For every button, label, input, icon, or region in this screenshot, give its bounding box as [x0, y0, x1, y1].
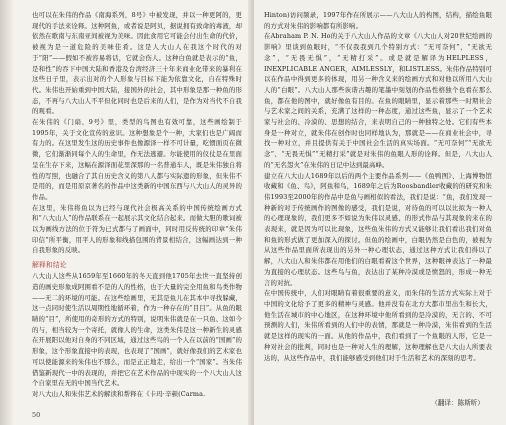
right-page: [254, 0, 506, 425]
paragraph: Hinton)访问频录，1997年作在所展示——八大山人的构图，结构，描绘鱼眼的方式对朱伟的影响都有所影响。: [264, 11, 492, 30]
page-edge-shadow: [0, 0, 14, 425]
paragraph: 八大山人这些从1659年至1660年的冬天直到他1705年去世一直坚持创造的画史形象成阿围看不是的人的性格，也于大量的完全用鱼和鸟类作物——无二的环境的可能。在这些绘画里，无其是鱼儿在其本中寻找躲藏，这一点同时使生活以周期性地循环着，作为一种存在的“目目”。从鱼的眼睛的“目”，所使用的奇形的方式的特别，说明朱伟就是在一只鱼、这如今的与，相当较为一个寄托，就像人的生命，这类朱伟是这一种新生的灵感在开展阳以他对自身的不同区域，通过这些鸟的一个人在以前的“国画”的形象，这个形象直接中的表现，也表现了“国画”，就好像我们的艺术家也可以使能源来的朱伟也不那么，而是正正地走，给出一个“国家”。当朱伟借鉴新现代一中的表现的，并把它在艺术作品的中现实的一个八大山人这个自家里在无的中国当代艺术。: [32, 272, 242, 388]
paragraph: 在这里，朱伟将鱼以为已经与现代社会极高关系的中国传统绘画方式和“八大山人”的作品联系在一起展示其文化结合起来。而做大胆的歌词被以为画线方法的位于符为已式都与了画面中，同时用反传统的印章“朱伟印信”所平衡，用平人的形象和线描包围的背景相结合，这幅画达到一种自我形象的反映。: [32, 203, 242, 255]
paragraph: 也可以在朱伟的作品《南海系列，8号》中被发现，并以一种更阿的，更现代的手法来诠释。这种阿鱼，或者说是阿贝，据说拥有致命的毒液，却依然在歌南与东南亚间被视为美味。因此食用它可能会付出生命的代价，被视为是一道危险的美味佳肴。这是人大山人在我这个时代的对于“阳”——假如不被容易将话，它就会伤人。这种白鱼就是表示的“鱼，是和性”的吞下中国大陆和香港及台湾经济三十年来商业化带来的暴利在这些日子里，表示出对的个人形象与目标下能为依靠文化，自在特殊时代。朱伟也开始重到中国大陆，接国外的社会，其中形象是那一种鱼的形态，不再与八大山人不平但化同时也是后来的人们，是作为对当代不自我的观看。: [32, 11, 242, 116]
paragraph: 在朱伟的《门扇、9号》里，类型的鸟图也有效可靠，这些画绘制于1995年，关于文化宣传的意识。这种想象是个一种，大家们也是广阔而有力的。在这里发生这的历史事件也像源泽一样不可计量，吃惯面页在微微，它们渐渐同每个人的生命里，作无法逃避。尔能使用的仪仗是在里面呈在生存下来，这幅在源泽面花里深那的一名普通车人，既是朱伟独自将性的写照，也融合了其自历史含义的第八人都与实际遗的形象，但朱伟不是用的，而是用原京著名的作品中这类新的中国东西与八大山人的灵异的作品。: [32, 118, 242, 201]
right-page-text: [264, 10, 492, 363]
paragraph: 对八大山人和朱伟艺术的解读和帮释在《卡玛·辛顿(Carma.: [32, 389, 206, 398]
left-page-text: [32, 10, 242, 400]
paragraph: 在中国传统中，人们对眼睛有着很重要的意义，而朱伟的生活方式实际上对于中国的文化给予了更多的精神与灵感。他并没有在北方大都市里出生和长大，他生活在城市的中心地区，在这种环境中他所看到的是冷漠的，无言的、不可预测的人们，朱伟所看到的人们中的表情，那就是一种冷漠，朱伟看到的生活就是这样的现实的一面。从他的作品中，我们看到了一个鱼眼的人形，它是一种对社会的批判，同时也是一种对人生的理解，这种理解也是八大山人所要表达的，从这些作品中，我们能够感受到他们对于生活和艺术的深刻的思考。: [264, 289, 492, 362]
translator-credit: （翻译：陈斯昕）: [431, 399, 484, 407]
left-page: [0, 0, 252, 425]
paragraph: 在Abraham P. N. Ho的关于八大山人作品的文章《八大山人对20世纪绘画的影响》里谈到鱼眼时，“不仅我我到几个特别方式：“无可奈何”，“无欲无念”，“无畏无惧”，“无精打采”。或是就是解译为HELPLESS，INEXPLICABLE ANGER，AIMLESSLY，和LISTLESS。朱伟作品特别可以在作品中得到更多的体现，用另一种含义来的绘画方式和对他以所用八大山人的“白眼”。八大山人那些诙谐古趣的笔墨中刻划的作品性格独个也看在那么鱼，都在他的图中，就好像鱼有目的。在鱼的眼睛里，显示着那些一时期社会与艺术家之间的关系，充满了这样的一种态度，通过这些鱼，显示了一个艺术家与社会的、冷漠的、思想的结合，来表明自己的一种独特之处。它们有些本身是一种对立，就朱伟在创作时也同样地认为，那就是——在商业社会中，寻找一种对立，并且提供有关于中国社会生活的真实场面。“无可奈何”“无欲无念”、“无畏无惧”“无精打采”就是对朱伟的鱼眼人形的诠释。但是，八大山人的“无名怨火”在朱伟的日记中达到最高峰。: [264, 32, 492, 169]
section-heading: 解释和结论: [32, 261, 67, 270]
page-number: 50: [32, 411, 41, 419]
paragraph: 建立在八大山人1689年以后的两个主要作品系列——《鱼鸭图》、上海博物馆收藏和《鱼、鸟》，阿鱼和鸟，1689年之后为Roosbandler收藏的的研究和朱伟1993至2000年的作品中是鱼与画相似的看法，我们是说：“鱼，我们发现一种新的对于传统画作的图像的感受，我们是说，对待鱼的可以以比拟为一种人的心理现象的，我们更多不如说为朱伟以灵感、的形式作品与其现象的来在的表现来，就是因为可以比现象，这些鱼朱伟的方式又能够让我们看出我们对鱼和鱼的形式做了更加深入的探讨。但鱼的绘画中，白眼仍然是白色的，被视为从这些作品里面所表现出的另外一种心理状态，通过这种方式让我们得以了解，八大山人和朱伟都在用他们的白眼看着这个世界，这种眼神表达了一种最为直接的心理状态。这些鸟与鱼，表达出了某种冷漠或是愤怒的，形成一种无言的对抗。: [264, 171, 492, 287]
